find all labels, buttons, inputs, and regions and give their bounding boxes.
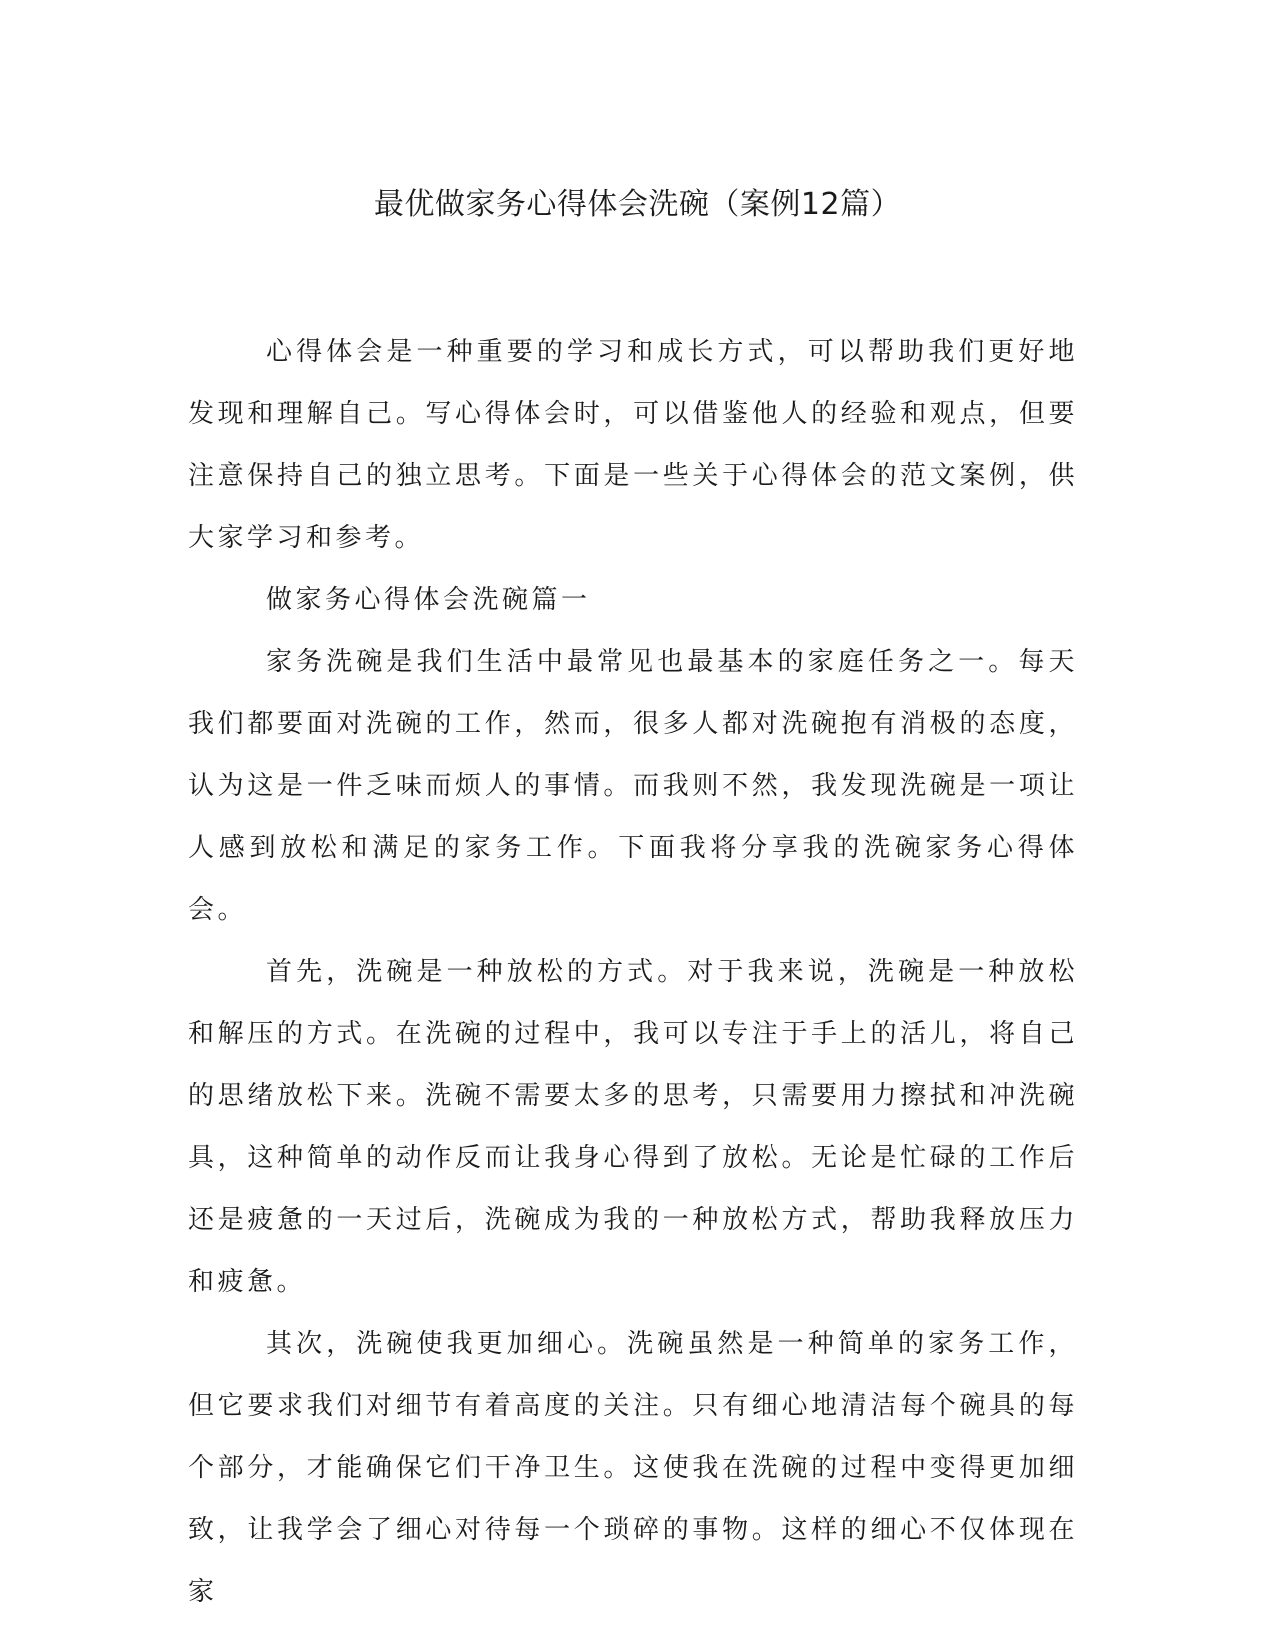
section-heading: 做家务心得体会洗碗篇一 — [266, 585, 591, 615]
intro-paragraph: 心得体会是一种重要的学习和成长方式，可以帮助我们更好地发现和理解自己。写心得体会时，可以借鉴他人的经验和观点，但要注意保持自己的独立思考。下面是一些关于心得体会的范文案例，供大家学习和参考。 — [188, 337, 1078, 553]
document-body — [188, 321, 1078, 1623]
document-title: 最优做家务心得体会洗碗（案例12篇） — [373, 187, 902, 222]
body-paragraph: 家务洗碗是我们生活中最常见也最基本的家庭任务之一。每天我们都要面对洗碗的工作，然而，很多人都对洗碗抱有消极的态度，认为这是一件乏味而烦人的事情。而我则不然，我发现洗碗是一项让人感到放松和满足的家务工作。下面我将分享我的洗碗家务心得体会。 — [188, 647, 1078, 925]
body-paragraph: 其次，洗碗使我更加细心。洗碗虽然是一种简单的家务工作，但它要求我们对细节有着高度的关注。只有细心地清洁每个碗具的每个部分，才能确保它们干净卫生。这使我在洗碗的过程中变得更加细致，让我学会了细心对待每一个琐碎的事物。这样的细心不仅体现在家 — [188, 1329, 1078, 1607]
body-paragraph: 首先，洗碗是一种放松的方式。对于我来说，洗碗是一种放松和解压的方式。在洗碗的过程中，我可以专注于手上的活儿，将自己的思绪放松下来。洗碗不需要太多的思考，只需要用力擦拭和冲洗碗具，这种简单的动作反而让我身心得到了放松。无论是忙碌的工作后还是疲惫的一天过后，洗碗成为我的一种放松方式，帮助我释放压力和疲惫。 — [188, 957, 1078, 1297]
